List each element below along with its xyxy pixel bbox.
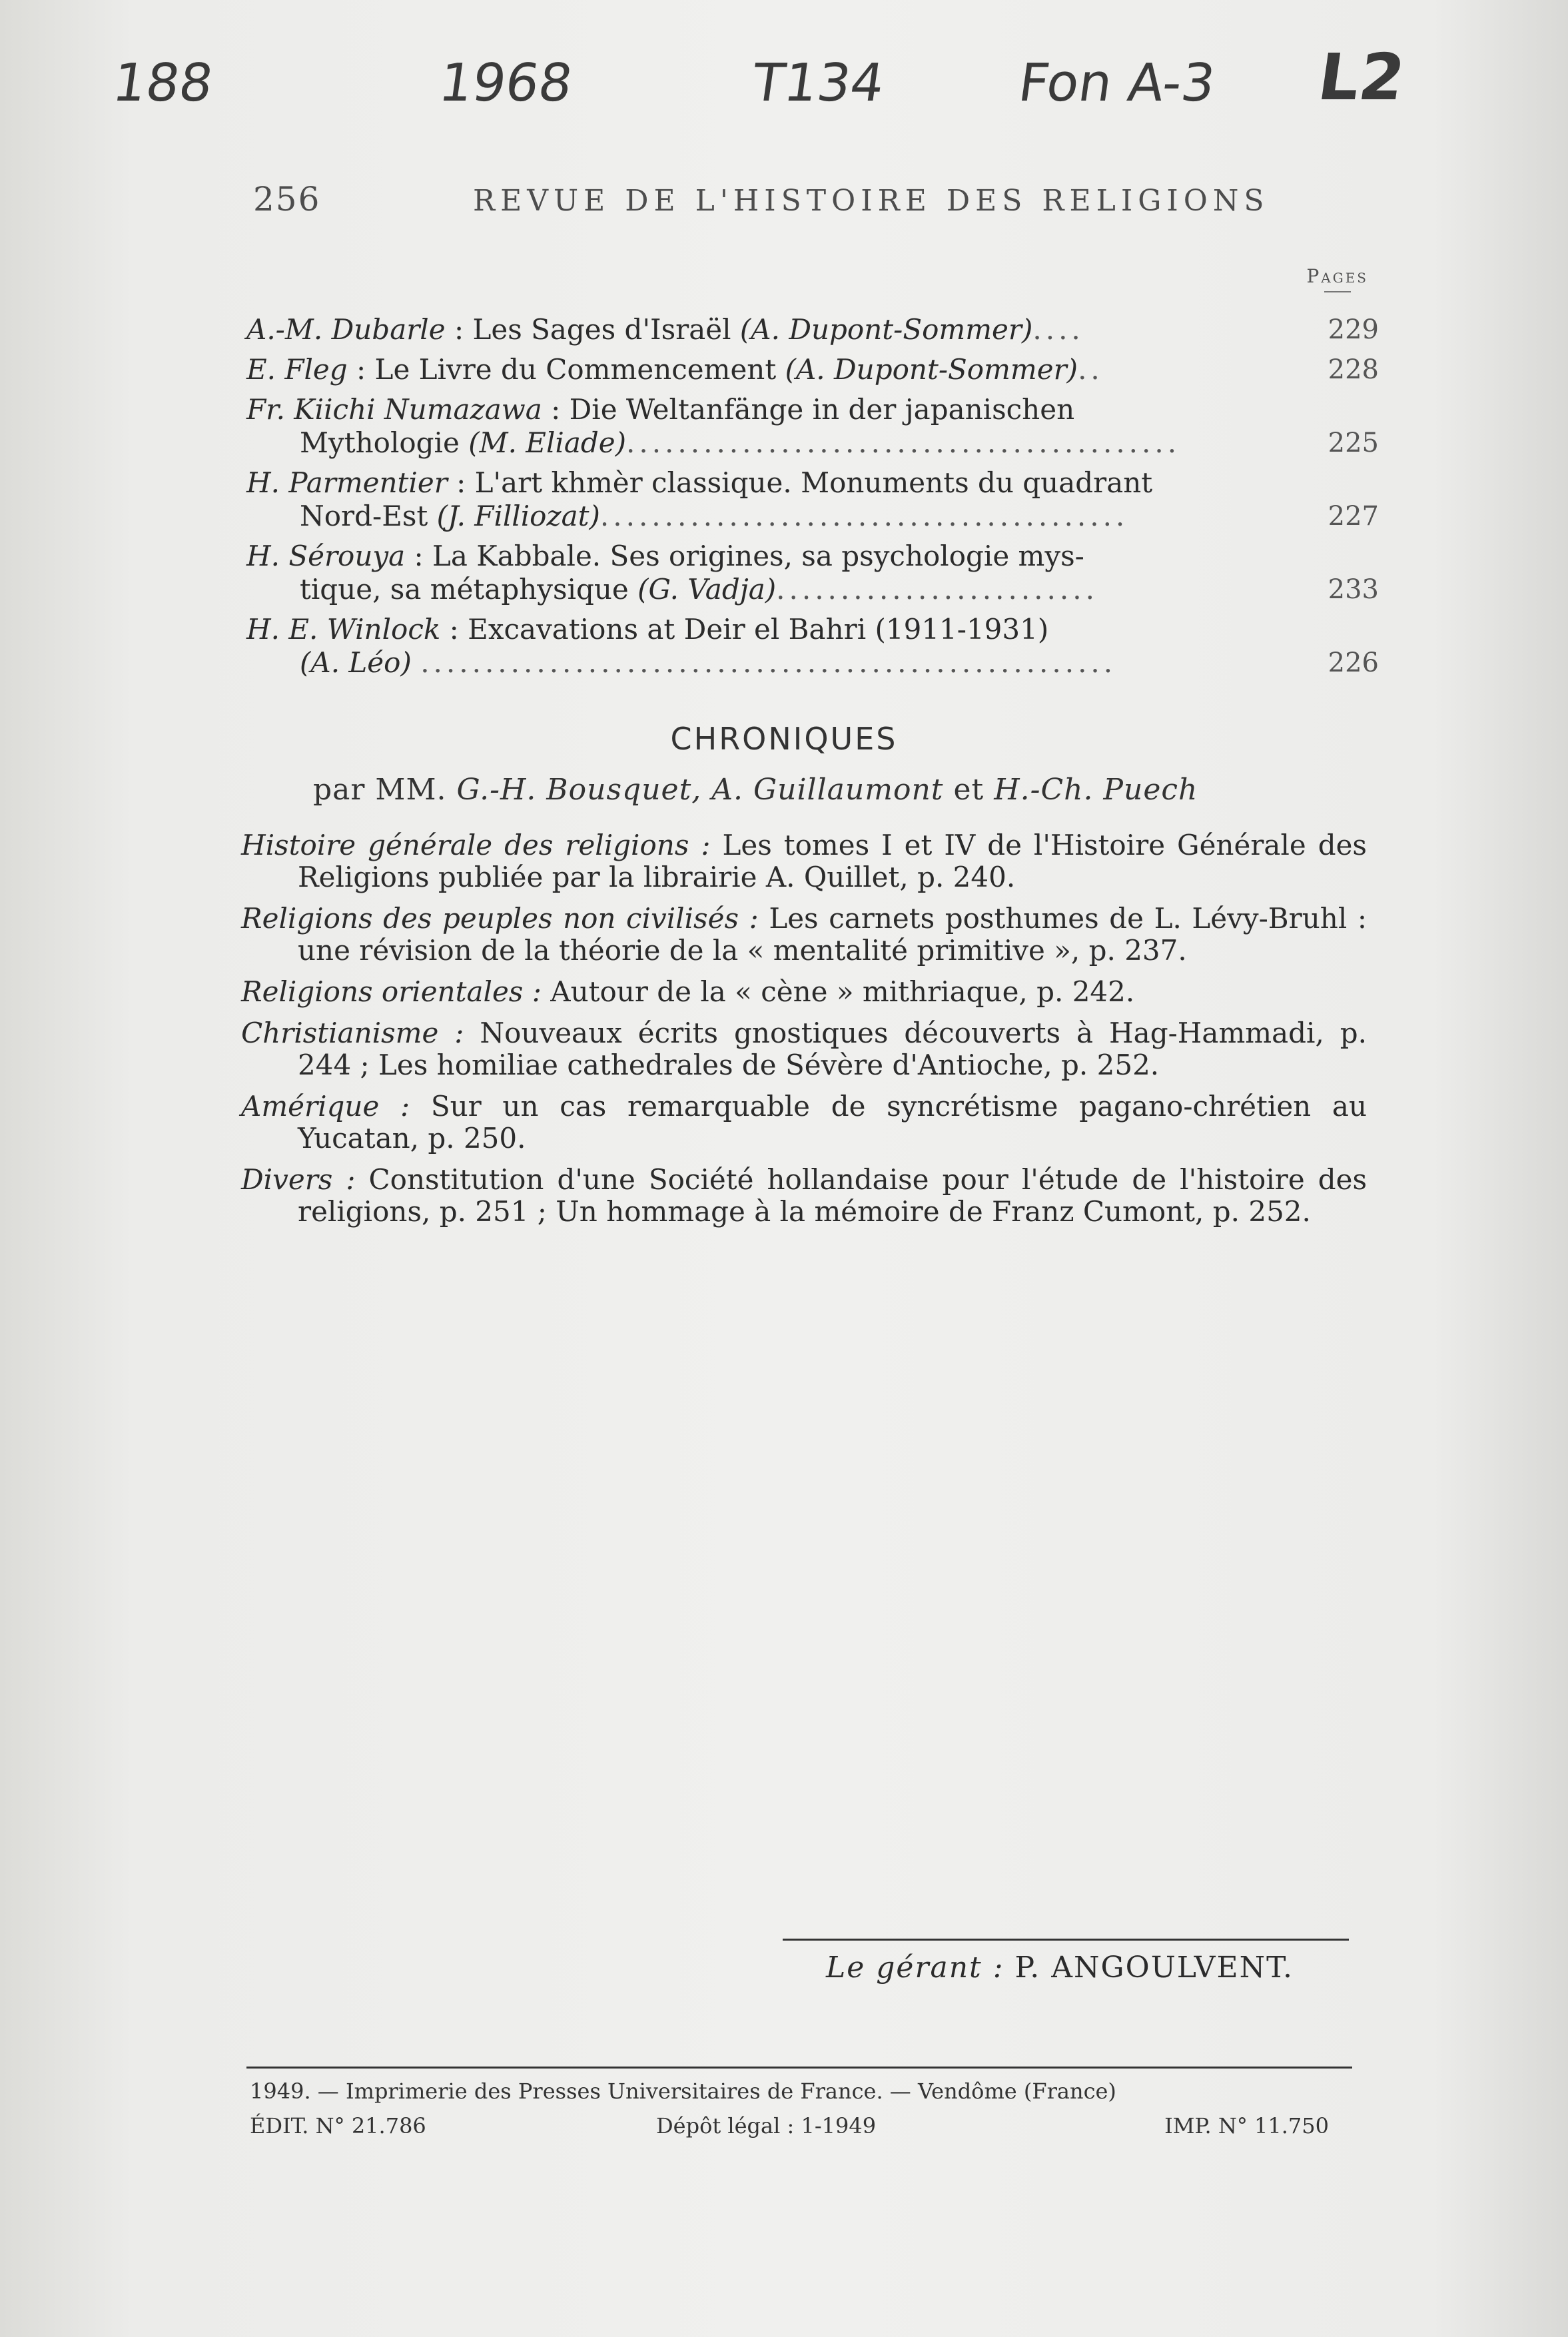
running-head — [253, 180, 1385, 219]
chroniques-byline: par MM. G.-H. Bousquet, A. Guillaumont et H.-Ch. Puech — [313, 773, 1198, 807]
chroniques-list — [241, 829, 1367, 1237]
chronique-item: Histoire générale des religions : Les tomes I et IV de l'Histoire Générale des Religions publiée par la librairie A. Quillet, p. 240. — [241, 829, 1367, 893]
review-entry: H. E. Winlock : Excavations at Deir el Bahri (1911-1931) (A. Léo) ...................................................... 226 — [246, 613, 1379, 679]
review-entry: E. Fleg : Le Livre du Commencement (A. Dupont-Sommer).. 228 — [246, 353, 1379, 386]
gerant-signature: Le gérant : P. ANGOULVENT. — [826, 1951, 1294, 1985]
handwritten-note-3: T134 — [748, 53, 888, 113]
depot-legal: Dépôt légal : 1-1949 — [656, 2113, 877, 2138]
chronique-item: Religions orientales : Autour de la « cène » mithriaque, p. 242. — [241, 975, 1135, 1008]
page-number: 256 — [253, 180, 321, 219]
review-index — [246, 313, 1379, 686]
journal-title: REVUE DE L'HISTOIRE DES RELIGIONS — [473, 184, 1270, 218]
review-entry: H. Sérouya : La Kabbale. Ses origines, sa psychologie mys- tique, sa métaphysique (G. Vadja)......................... 233 — [246, 540, 1379, 606]
handwritten-note-1: 188 — [109, 53, 217, 113]
review-entry: H. Parmentier : L'art khmèr classique. Monuments du quadrant Nord-Est (J. Filliozat)......................................... 227 — [246, 466, 1379, 532]
chroniques-heading: CHRONIQUES — [670, 721, 898, 757]
handwritten-note-4: Fon A-3 — [1014, 53, 1219, 113]
chronique-item: Religions des peuples non civilisés : Les carnets posthumes de L. Lévy-Bruhl : une révision de la théorie de la « mentalité primitive », p. 237. — [241, 902, 1367, 967]
review-entry: Fr. Kiichi Numazawa : Die Weltanfänge in der japanischen Mythologie (M. Eliade)........................................... 225 — [246, 393, 1379, 459]
footer-divider — [246, 2067, 1352, 2069]
edit-number: ÉDIT. N° 21.786 — [250, 2113, 426, 2138]
handwritten-note-5: L2 — [1314, 40, 1409, 115]
review-entry: A.-M. Dubarle : Les Sages d'Israël (A. Dupont-Sommer).... 229 — [246, 313, 1379, 346]
handwritten-note-2: 1968 — [435, 53, 576, 113]
legal-line — [250, 2113, 1329, 2138]
chronique-item: Christianisme : Nouveaux écrits gnostiques découverts à Hag-Hammadi, p. 244 ; Les homiliae cathedrales de Sévère d'Antioche, p. 252. — [241, 1017, 1367, 1081]
page-ref: 228 — [1328, 354, 1379, 385]
page-ref: 227 — [1328, 501, 1379, 532]
imp-number: IMP. N° 11.750 — [1164, 2113, 1329, 2138]
imprint-line: 1949. — Imprimerie des Presses Universitaires de France. — Vendôme (France) — [250, 2079, 1116, 2104]
chronique-item: Amérique : Sur un cas remarquable de syncrétisme pagano-chrétien au Yucatan, p. 250. — [241, 1090, 1367, 1155]
pages-column-header: Pages — [1306, 265, 1368, 292]
page-ref: 225 — [1328, 428, 1379, 458]
page-ref: 229 — [1328, 314, 1379, 345]
page-ref: 233 — [1328, 574, 1379, 605]
chronique-item: Divers : Constitution d'une Société hollandaise pour l'étude de l'histoire des religions, p. 251 ; Un hommage à la mémoire de Franz Cumont, p. 252. — [241, 1163, 1368, 1228]
page-ref: 226 — [1328, 648, 1379, 678]
divider — [783, 1939, 1349, 1941]
